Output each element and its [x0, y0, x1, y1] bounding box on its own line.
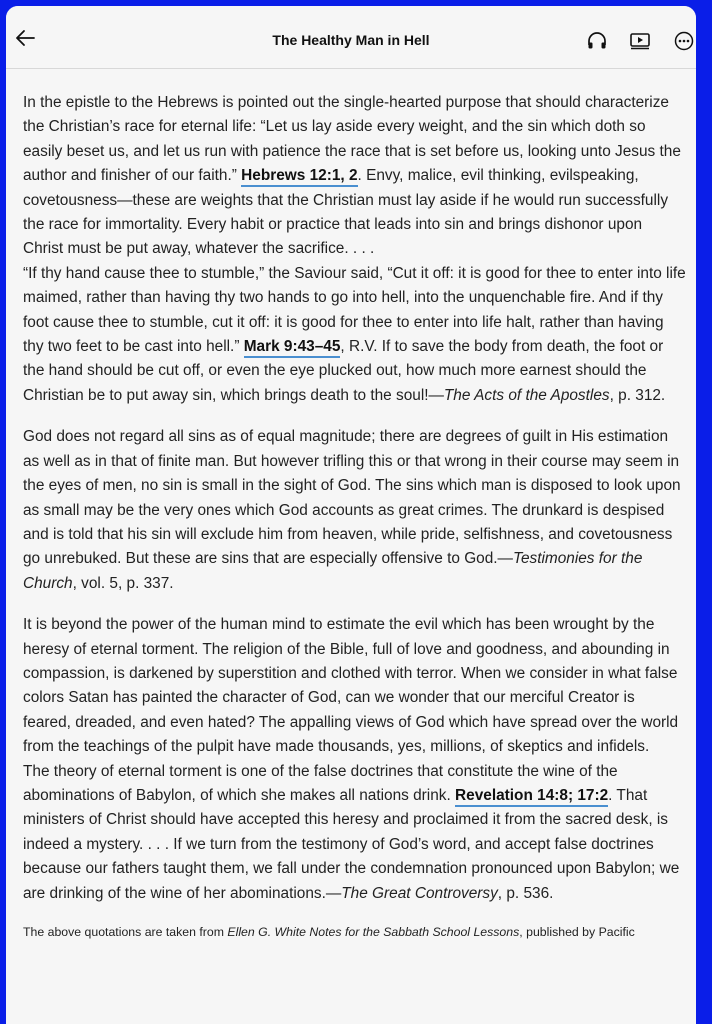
source-title: Ellen G. White Notes for the Sabbath School Lessons	[227, 925, 520, 939]
text: In the epistle to the Hebrews is pointed out the single-hearted purpose that should characterize the Christian’s race for eternal life: “Let us lay aside every weight, and the sin which doth so easily beset us, and let us run with patience the race that is set before us, looking unto Jesus the author and finisher of our faith.”	[23, 94, 681, 185]
scripture-link[interactable]: Mark 9:43–45	[244, 338, 341, 358]
text: God does not regard all sins as of equal magnitude; there are degrees of guilt in His estimation as well as in that of finite man. But however trifling this or that wrong in their course may seem in the eyes of men, no sin is small in the sight of God. The sins which man is disposed to look upon as small may be the very ones which God accounts as great crimes. The drunkard is despised and is told that his sin will exclude him from heaven, while pride, selfishness, and covetousness go unrebuked. But these are sins that are especially offensive to God.—	[23, 428, 681, 568]
source-title: The Acts of the Apostles	[443, 386, 610, 404]
paragraph	[23, 262, 686, 408]
back-arrow-icon[interactable]	[14, 28, 36, 48]
article-body	[6, 69, 696, 941]
text: . That ministers of Christ should have accepted this heresy and proclaimed it from the sacred desk, is indeed a mystery. . . . If we turn from the testimony of God’s word, and accept false doctrines because our fathers taught them, we fall under the condemnation pronounced upon Babylon; we are drinking of the wine of her abominations.—	[23, 786, 680, 902]
text: “If thy hand cause thee to stumble,” the Saviour said, “Cut it off: it is good for thee to enter into life maimed, rather than having thy two hands to go into hell, into the unquenchable fire. And if thy foot cause thee to stumble, cut it off: it is good for thee to enter into life halt, rather than having thy two feet to be cast into hell.”	[23, 264, 686, 356]
text: . Envy, malice, evil thinking, evilspeaking, covetousness—these are weights that the Christian must lay aside if he would run successfully the race for immortality. Every habit or practice that leads into sin and brings dishonor upon Christ must be put away, whatever the sacrifice. . . .	[23, 167, 669, 258]
source-title: The Great Controversy	[341, 884, 498, 902]
paragraph	[23, 425, 686, 596]
more-icon[interactable]	[673, 31, 695, 51]
scripture-link[interactable]: Revelation 14:8; 17:2	[455, 787, 608, 807]
page-title: The Healthy Man in Hell	[272, 32, 430, 48]
video-icon[interactable]	[629, 31, 651, 51]
text: The theory of eternal torment is one of the false doctrines that constitute the wine of the abominations of Babylon, of which she makes all nations drink.	[23, 762, 618, 804]
scripture-link[interactable]: Hebrews 12:1, 2	[241, 167, 357, 187]
paragraph	[23, 91, 686, 262]
footnote	[23, 923, 686, 941]
source-title: Testimonies for the Church	[23, 550, 643, 592]
text: , p. 312.	[609, 386, 666, 404]
text: , p. 536.	[497, 884, 554, 902]
reader-window	[6, 6, 696, 1024]
headphones-icon[interactable]	[586, 31, 608, 51]
paragraph	[23, 760, 686, 906]
paragraph: It is beyond the power of the human mind to estimate the evil which has been wrought by the heresy of eternal torment. The religion of the Bible, full of love and goodness, and abounding in compassion, is darkened by superstition and clothed with terror. When we consider in what false colors Satan has painted the character of God, can we wonder that our merciful Creator is feared, dreaded, and even hated? The appalling views of God which have spread over the world from the teachings of the pulpit have made thousands, yes, millions, of skeptics and infidels.	[23, 616, 679, 756]
text: , published by Pacific	[519, 925, 635, 939]
text: , R.V. If to save the body from death, the foot or the hand should be cut off, or even the eye plucked out, how much more earnest should the Christian be to put away sin, which brings death to the soul!—	[23, 338, 664, 404]
text: , vol. 5, p. 337.	[72, 574, 174, 592]
app-header	[6, 6, 696, 68]
text: The above quotations are taken from	[23, 925, 228, 939]
